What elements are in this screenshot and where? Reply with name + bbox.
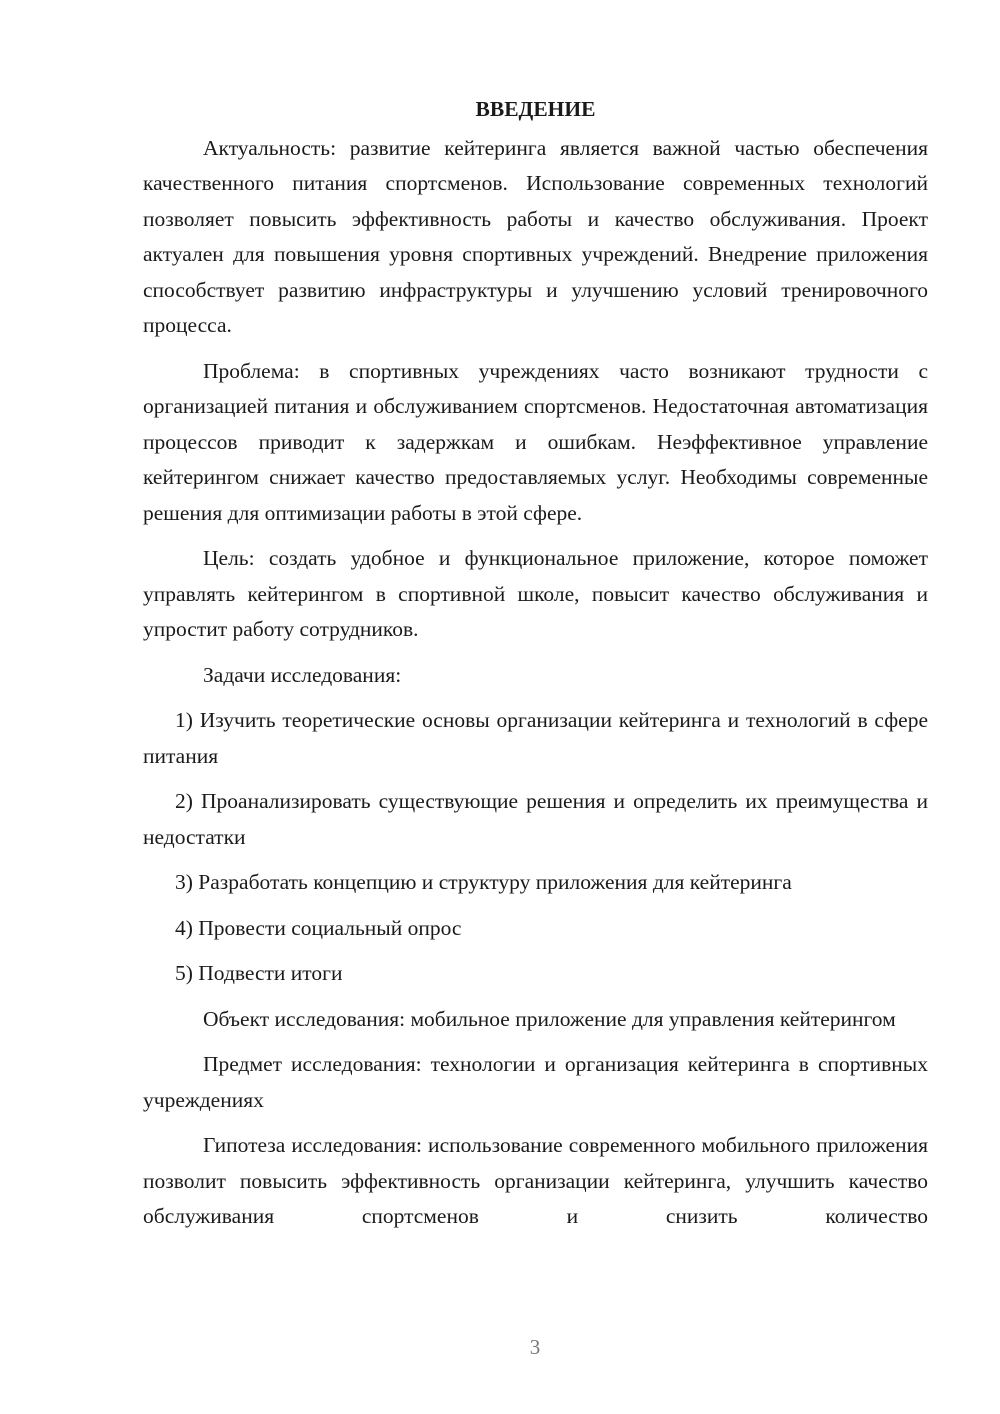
page-number: 3 — [529, 1335, 541, 1359]
paragraph-relevance: Актуальность: развитие кейтеринга является важной частью обеспечения качественного питания спортсменов. Использование современных технологий позволяет повысить эффективность работы и качество обслуживания. Проект актуален для повышения уровня спортивных учреждений. Внедрение приложения способствует развитию инфраструктуры и улучшению условий тренировочного процесса. — [143, 135, 928, 337]
paragraph-goal: Цель: создать удобное и функциональное приложение, которое поможет управлять кейтерингом в спортивной школе, повысит качество обслуживания и упростит работу сотрудников. — [143, 546, 928, 641]
task-item-5: 5) Подвести итоги — [175, 961, 343, 985]
document-page — [143, 92, 928, 1245]
task-item-1: 1) Изучить теоретические основы организации кейтеринга и технологий в сфере питания — [143, 708, 928, 768]
paragraph-problem: Проблема: в спортивных учреждениях часто возникают трудности с организацией питания и обслуживанием спортсменов. Недостаточная автоматизация процессов приводит к задержкам и ошибкам. Неэффективное управление кейтерингом снижает качество предоставляемых услуг. Необходимы современные решения для оптимизации работы в этой сфере. — [143, 358, 928, 525]
paragraph-subject: Предмет исследования: технологии и организация кейтеринга в спортивных учреждениях — [143, 1052, 928, 1112]
paragraph-hypothesis: Гипотеза исследования: использование современного мобильного приложения позволит повысить эффективность организации кейтеринга, улучшить качество обслуживания спортсменов и снизить количество — [143, 1133, 928, 1228]
tasks-title: Задачи исследования: — [203, 662, 402, 687]
section-heading: ВВЕДЕНИЕ — [475, 97, 596, 121]
task-item-3: 3) Разработать концепцию и структуру приложения для кейтеринга — [175, 870, 792, 894]
paragraph-object: Объект исследования: мобильное приложение для управления кейтерингом — [203, 1006, 896, 1031]
task-item-4: 4) Провести социальный опрос — [175, 915, 462, 940]
task-item-2: 2) Проанализировать существующие решения и определить их преимущества и недостатки — [143, 789, 928, 849]
